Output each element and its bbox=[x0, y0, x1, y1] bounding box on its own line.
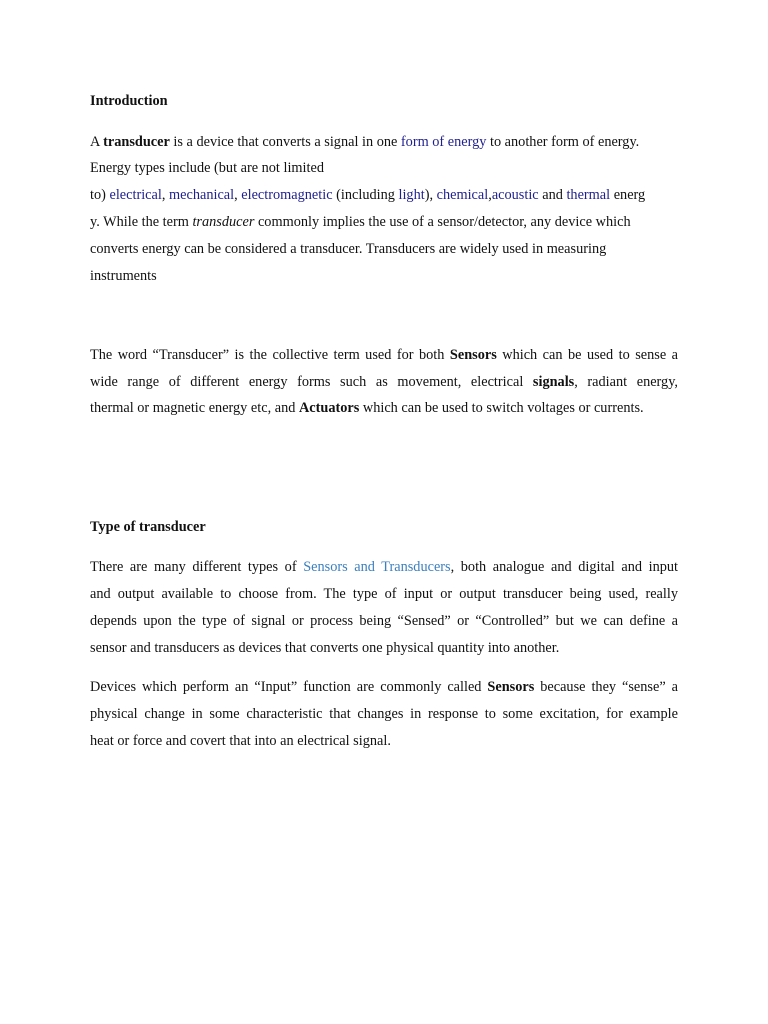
term-signals: signals bbox=[532, 374, 575, 390]
term-sensors-2: Sensors bbox=[487, 679, 535, 695]
types-p1-line-4: sensor and transducers as devices that converts one physical quantity into another. bbox=[90, 640, 560, 656]
link-chemical[interactable]: chemical bbox=[436, 187, 489, 203]
types-p2-line-2: physical change in some characteristic that changes in response to some excitation, for example bbox=[90, 706, 678, 722]
intro-line-5: converts energy can be considered a transducer. Transducers are widely used in measuring bbox=[90, 241, 607, 257]
types-p1-line-2: and output available to choose from. The type of input or output transducer being used, really bbox=[90, 586, 678, 602]
section-heading-introduction: Introduction bbox=[90, 93, 168, 109]
word-line-3: thermal or magnetic energy etc, and Actuators which can be used to switch voltages or currents. bbox=[90, 400, 644, 416]
intro-line-4: y. While the term transducer commonly implies the use of a sensor/detector, any device which bbox=[90, 214, 631, 230]
section-heading-type-of-transducer: Type of transducer bbox=[90, 519, 206, 535]
link-form-of-energy[interactable]: form of energy bbox=[400, 134, 487, 150]
intro-line-3: to) electrical, mechanical, electromagnetic (including light), chemical,acoustic and thermal energ bbox=[90, 187, 646, 203]
link-light[interactable]: light bbox=[398, 187, 425, 203]
link-electrical[interactable]: electrical bbox=[109, 187, 162, 203]
types-p1-line-1: There are many different types of Sensors and Transducers, both analogue and digital and input bbox=[90, 559, 678, 575]
term-transducer-italic: transducer bbox=[192, 214, 255, 230]
term-actuators: Actuators bbox=[298, 400, 360, 416]
intro-line-1: A transducer is a device that converts a signal in one form of energy to another form of energy. bbox=[90, 134, 640, 150]
term-transducer: transducer bbox=[103, 134, 170, 150]
word-line-2: wide range of different energy forms such as movement, electrical signals, radiant energy, bbox=[90, 374, 679, 390]
link-sensors-and-transducers[interactable]: Sensors and Transducers bbox=[303, 559, 451, 575]
types-p1-line-3: depends upon the type of signal or process being “Sensed” or “Controlled” but we can define a bbox=[90, 613, 678, 629]
types-p2-line-3: heat or force and covert that into an electrical signal. bbox=[90, 733, 391, 749]
link-thermal[interactable]: thermal bbox=[566, 187, 611, 203]
link-acoustic[interactable]: acoustic bbox=[491, 187, 539, 203]
link-electromagnetic[interactable]: electromagnetic bbox=[241, 187, 333, 203]
intro-line-2: Energy types include (but are not limited bbox=[90, 160, 324, 176]
types-p2-line-1: Devices which perform an “Input” function are commonly called Sensors because they “sense” a bbox=[90, 679, 678, 695]
intro-line-6: instruments bbox=[90, 268, 157, 284]
term-sensors: Sensors bbox=[449, 347, 497, 363]
word-line-1: The word “Transducer” is the collective term used for both Sensors which can be used to sense a bbox=[90, 347, 679, 363]
link-mechanical[interactable]: mechanical bbox=[169, 187, 235, 203]
